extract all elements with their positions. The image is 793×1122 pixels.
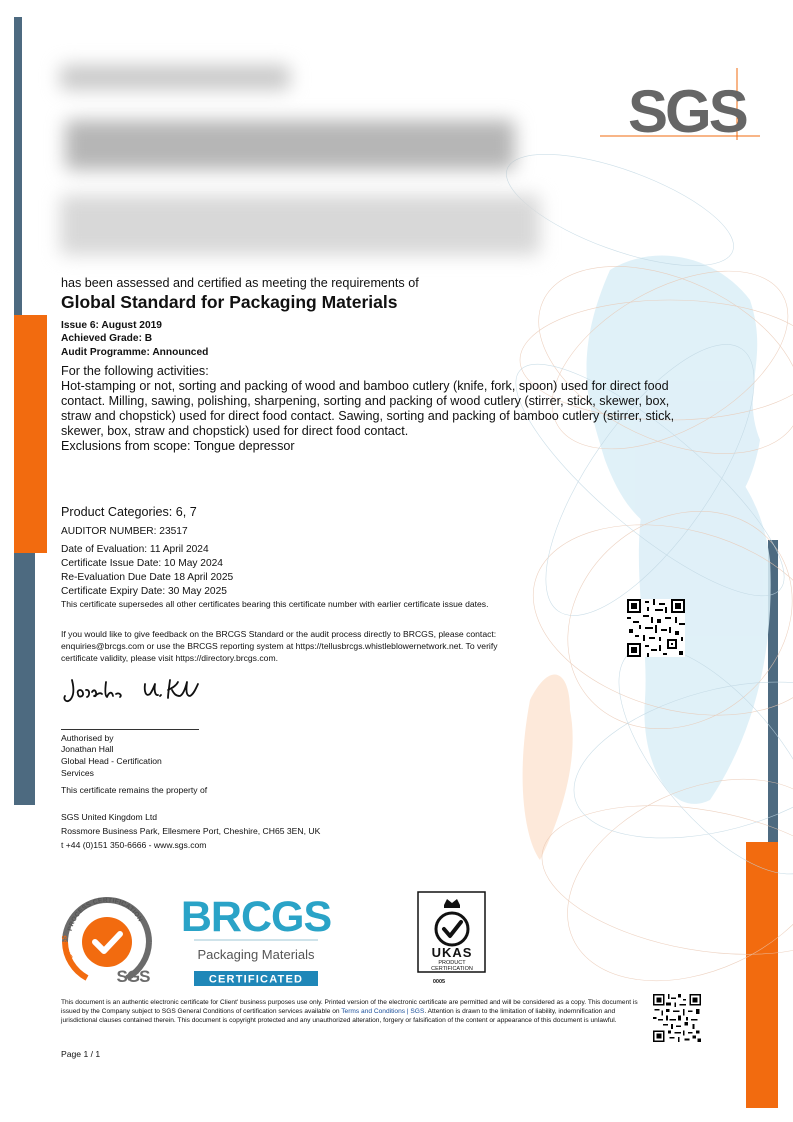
supersedes-note: This certificate supersedes all other certificates bearing this certificate number with earlier certificate issue dates. [61,599,489,609]
page-number: Page 1 / 1 [61,1049,101,1059]
audit-programme-line: Audit Programme: Announced [61,347,209,358]
brcgs-sub-text: Packaging Materials [197,947,315,962]
terms-link[interactable]: Terms and Conditions | SGS [341,1008,425,1015]
sgs-logo [600,68,760,145]
certificate-expiry-date: Certificate Expiry Date: 30 May 2025 [61,586,227,597]
sgs-badge-arc-text: PROCESS CERTIFICATION [66,896,144,932]
feedback-line-1: If you would like to give feedback on the BRCGS Standard or the audit process directly to BRCGS, please contact: [61,629,497,639]
redacted-company-block [50,60,550,275]
standard-title: Global Standard for Packaging Materials [61,292,398,312]
ukas-number: 0005 [432,979,446,985]
product-categories: Product Categories: 6, 7 [61,505,197,519]
svg-text:BRCGS [61,935,74,961]
issuer-address: Rossmore Business Park, Ellesmere Port, Cheshire, CH65 3EN, UK [61,826,321,836]
date-of-evaluation: Date of Evaluation: 11 April 2024 [61,544,209,555]
issuer-contact: t +44 (0)151 350-6666 - www.sgs.com [61,840,207,850]
feedback-line-2: enquiries@brcgs.com or use the BRCGS reporting system at https://tellusbrcgs.whistleblowernetwork.net. To verify [61,641,498,651]
assessed-line: has been assessed and certified as meeting the requirements of [61,276,419,290]
disclaimer-part-a: This document is an authentic electronic certificate for Client' business purposes use only. Printed version of the electronic certificate are permitted and will be considered as a copy. This document is issued by the Company subject to SGS General Conditions of certification services available on [61,999,638,1015]
activities-block [61,364,701,454]
activities-heading: For the following activities: [61,364,209,378]
footer-disclaimer [61,998,649,1025]
reevaluation-due-date: Re-Evaluation Due Date 18 April 2025 [61,572,234,583]
signature-image [60,672,210,712]
disclaimer-part-b: . Attention is drawn to the limitation of liability, indemnification and jurisdictional clauses contained therein. This document is copyright protected and any unauthorized alteration, forgery or falsification of the content or appearance of this document is unlawful. [61,1008,617,1024]
left-bar-slate-bottom [14,553,35,805]
ukas-name: UKAS [431,945,473,960]
issuer-company: SGS United Kingdom Ltd [61,812,158,822]
grade-line: Achieved Grade: B [61,333,153,344]
sgs-badge-brcgs-arc: BRCGS [61,935,75,961]
sgs-brcgs-certification-badge [57,890,157,986]
verification-qr-code[interactable] [627,599,685,657]
ukas-product-certification-badge [417,891,487,987]
left-bar-slate-top [14,17,22,315]
ukas-line-2: CERTIFICATION [431,966,473,972]
signatory-name: Jonathan Hall [61,744,114,754]
brcgs-logo-text: BRCGS [180,893,332,941]
left-bar-orange [14,315,47,553]
brcgs-packaging-materials-badge [180,889,332,989]
certificate-issue-date: Certificate Issue Date: 10 May 2024 [61,558,223,569]
sgs-logo-text: SGS [628,78,746,145]
signature-line [61,729,199,730]
issue-line: Issue 6: August 2019 [61,320,162,331]
activities-text: Hot-stamping or not, sorting and packing of wood and bamboo cutlery (knife, fork, spoon) used for direct food contact. Milling, sawing, polishing, sharpening, sorting and packing of wood cutlery (stirrer, stick, skewer, box, straw and chopstick) used for direct food contact. Sawing, sorting and packing of bamboo cutlery (stirrer, stick, skewer, box, straw and chopstick) used for direct food contact. [61,379,675,438]
ukas-line-1: PRODUCT [438,960,466,966]
footer-qr-code[interactable] [653,994,701,1042]
authorised-by: Authorised by [61,733,114,743]
sgs-badge-name: SGS [116,967,150,986]
signatory-title-2: Services [61,768,94,778]
property-note: This certificate remains the property of [61,785,208,795]
feedback-line-3: certificate validity, please visit https://directory.brcgs.com. [61,653,278,663]
auditor-number: AUDITOR NUMBER: 23517 [61,526,188,537]
exclusions-text: Exclusions from scope: Tongue depressor [61,439,295,453]
signatory-title-1: Global Head - Certification [61,756,162,766]
brcgs-certificated-text: CERTIFICATED [208,973,304,986]
